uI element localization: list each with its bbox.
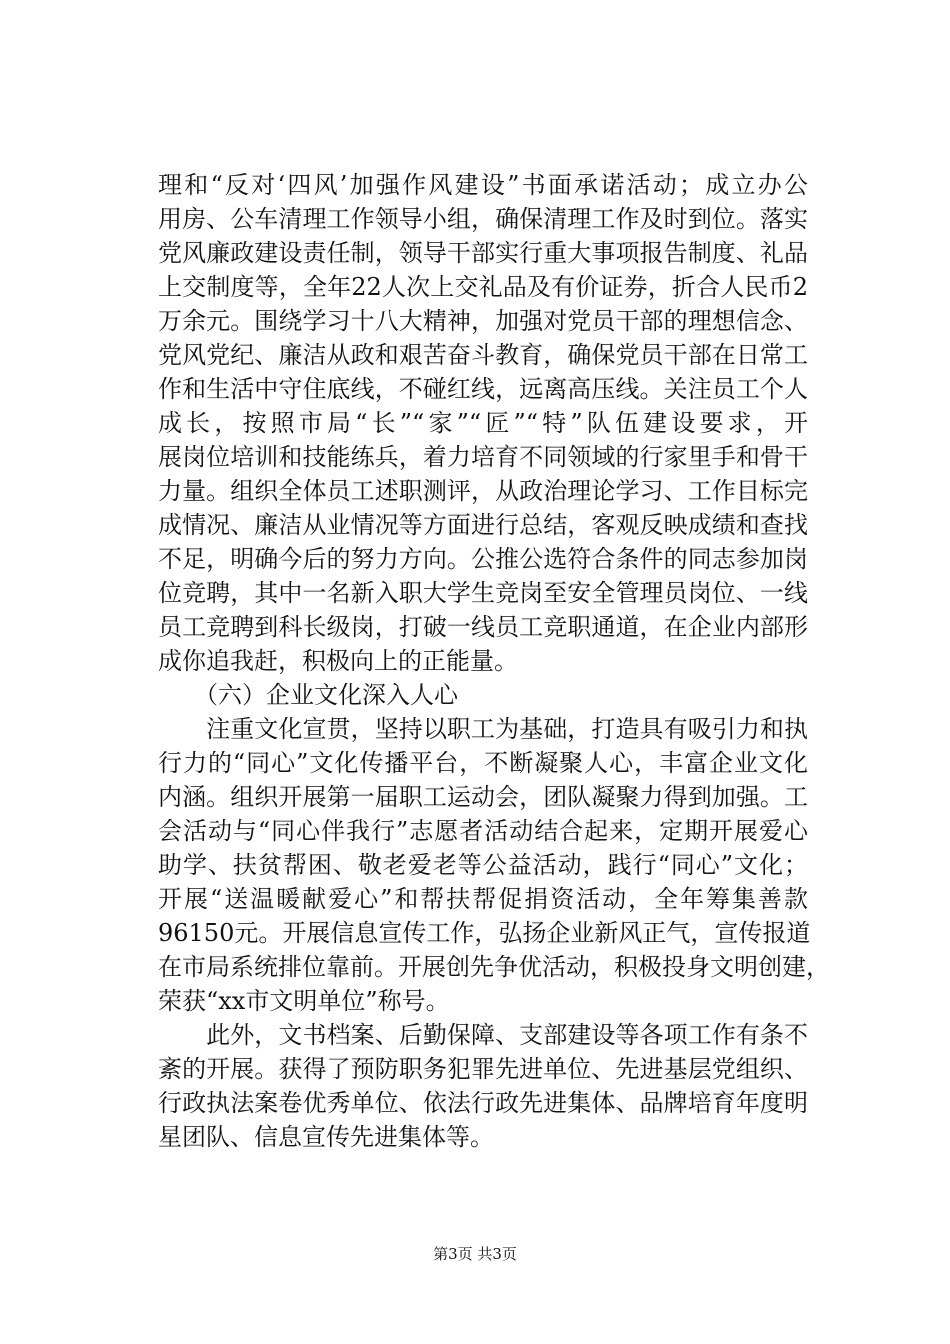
text-line: 员工竞聘到科长级岗，打破一线员工竞职通道，在企业内部形	[158, 613, 808, 641]
text-line: 荣获“xx市文明单位”称号。	[158, 987, 450, 1015]
text-line: 力量。组织全体员工述职测评，从政治理论学习、工作目标完	[158, 477, 808, 505]
text-line: 星团队、信息宣传先进集体等。	[158, 1123, 494, 1151]
text-line: 行力的“同心”文化传播平台，不断凝聚人心，丰富企业文化	[158, 749, 808, 777]
text-line: 开展“送温暖献爱心”和帮扶帮促捐资活动，全年筹集善款	[158, 885, 808, 913]
text-line: 紊的开展。获得了预防职务犯罪先进单位、先进基层党组织、	[158, 1055, 808, 1083]
section-heading: （六）企业文化深入人心	[158, 681, 458, 709]
text-line: 作和生活中守住底线，不碰红线，远离高压线。关注员工个人	[158, 375, 808, 403]
text-line: 注重文化宣贯，坚持以职工为基础，打造具有吸引力和执	[158, 715, 808, 743]
text-line: 万余元。围绕学习十八大精神，加强对党员干部的理想信念、	[158, 307, 808, 335]
text-line: 用房、公车清理工作领导小组，确保清理工作及时到位。落实	[158, 205, 808, 233]
text-line: 党风廉政建设责任制，领导干部实行重大事项报告制度、礼品	[158, 239, 808, 267]
text-line: 行政执法案卷优秀单位、依法行政先进集体、品牌培育年度明	[158, 1089, 808, 1117]
text-line: 成你追我赶，积极向上的正能量。	[158, 647, 518, 675]
text-line: 成长，按照市局“长”“家”“匠”“特”队伍建设要求，开	[158, 409, 808, 437]
text-line: 96150元。开展信息宣传工作，弘扬企业新风正气，宣传报道	[158, 919, 811, 947]
text-line: 不足，明确今后的努力方向。公推公选符合条件的同志参加岗	[158, 545, 808, 573]
text-line: 理和“反对‘四风’加强作风建设”书面承诺活动；成立办公	[158, 171, 808, 199]
text-line: 内涵。组织开展第一届职工运动会，团队凝聚力得到加强。工	[158, 783, 808, 811]
text-line: 在市局系统排位靠前。开展创先争优活动，积极投身文明创建，	[158, 953, 830, 981]
text-line: 位竞聘，其中一名新入职大学生竞岗至安全管理员岗位、一线	[158, 579, 808, 607]
page-footer: 第3页 共3页	[433, 1245, 517, 1263]
document-body	[158, 168, 830, 1154]
text-line: 展岗位培训和技能练兵，着力培育不同领域的行家里手和骨干	[158, 443, 808, 471]
text-line: 党风党纪、廉洁从政和艰苦奋斗教育，确保党员干部在日常工	[158, 341, 808, 369]
text-line: 此外，文书档案、后勤保障、支部建设等各项工作有条不	[158, 1021, 808, 1049]
text-line: 会活动与“同心伴我行”志愿者活动结合起来，定期开展爱心	[158, 817, 808, 845]
text-line: 成情况、廉洁从业情况等方面进行总结，客观反映成绩和查找	[158, 511, 808, 539]
text-line: 助学、扶贫帮困、敬老爱老等公益活动，践行“同心”文化；	[158, 851, 808, 879]
text-line: 上交制度等，全年22人次上交礼品及有价证券，折合人民币2	[158, 273, 808, 301]
